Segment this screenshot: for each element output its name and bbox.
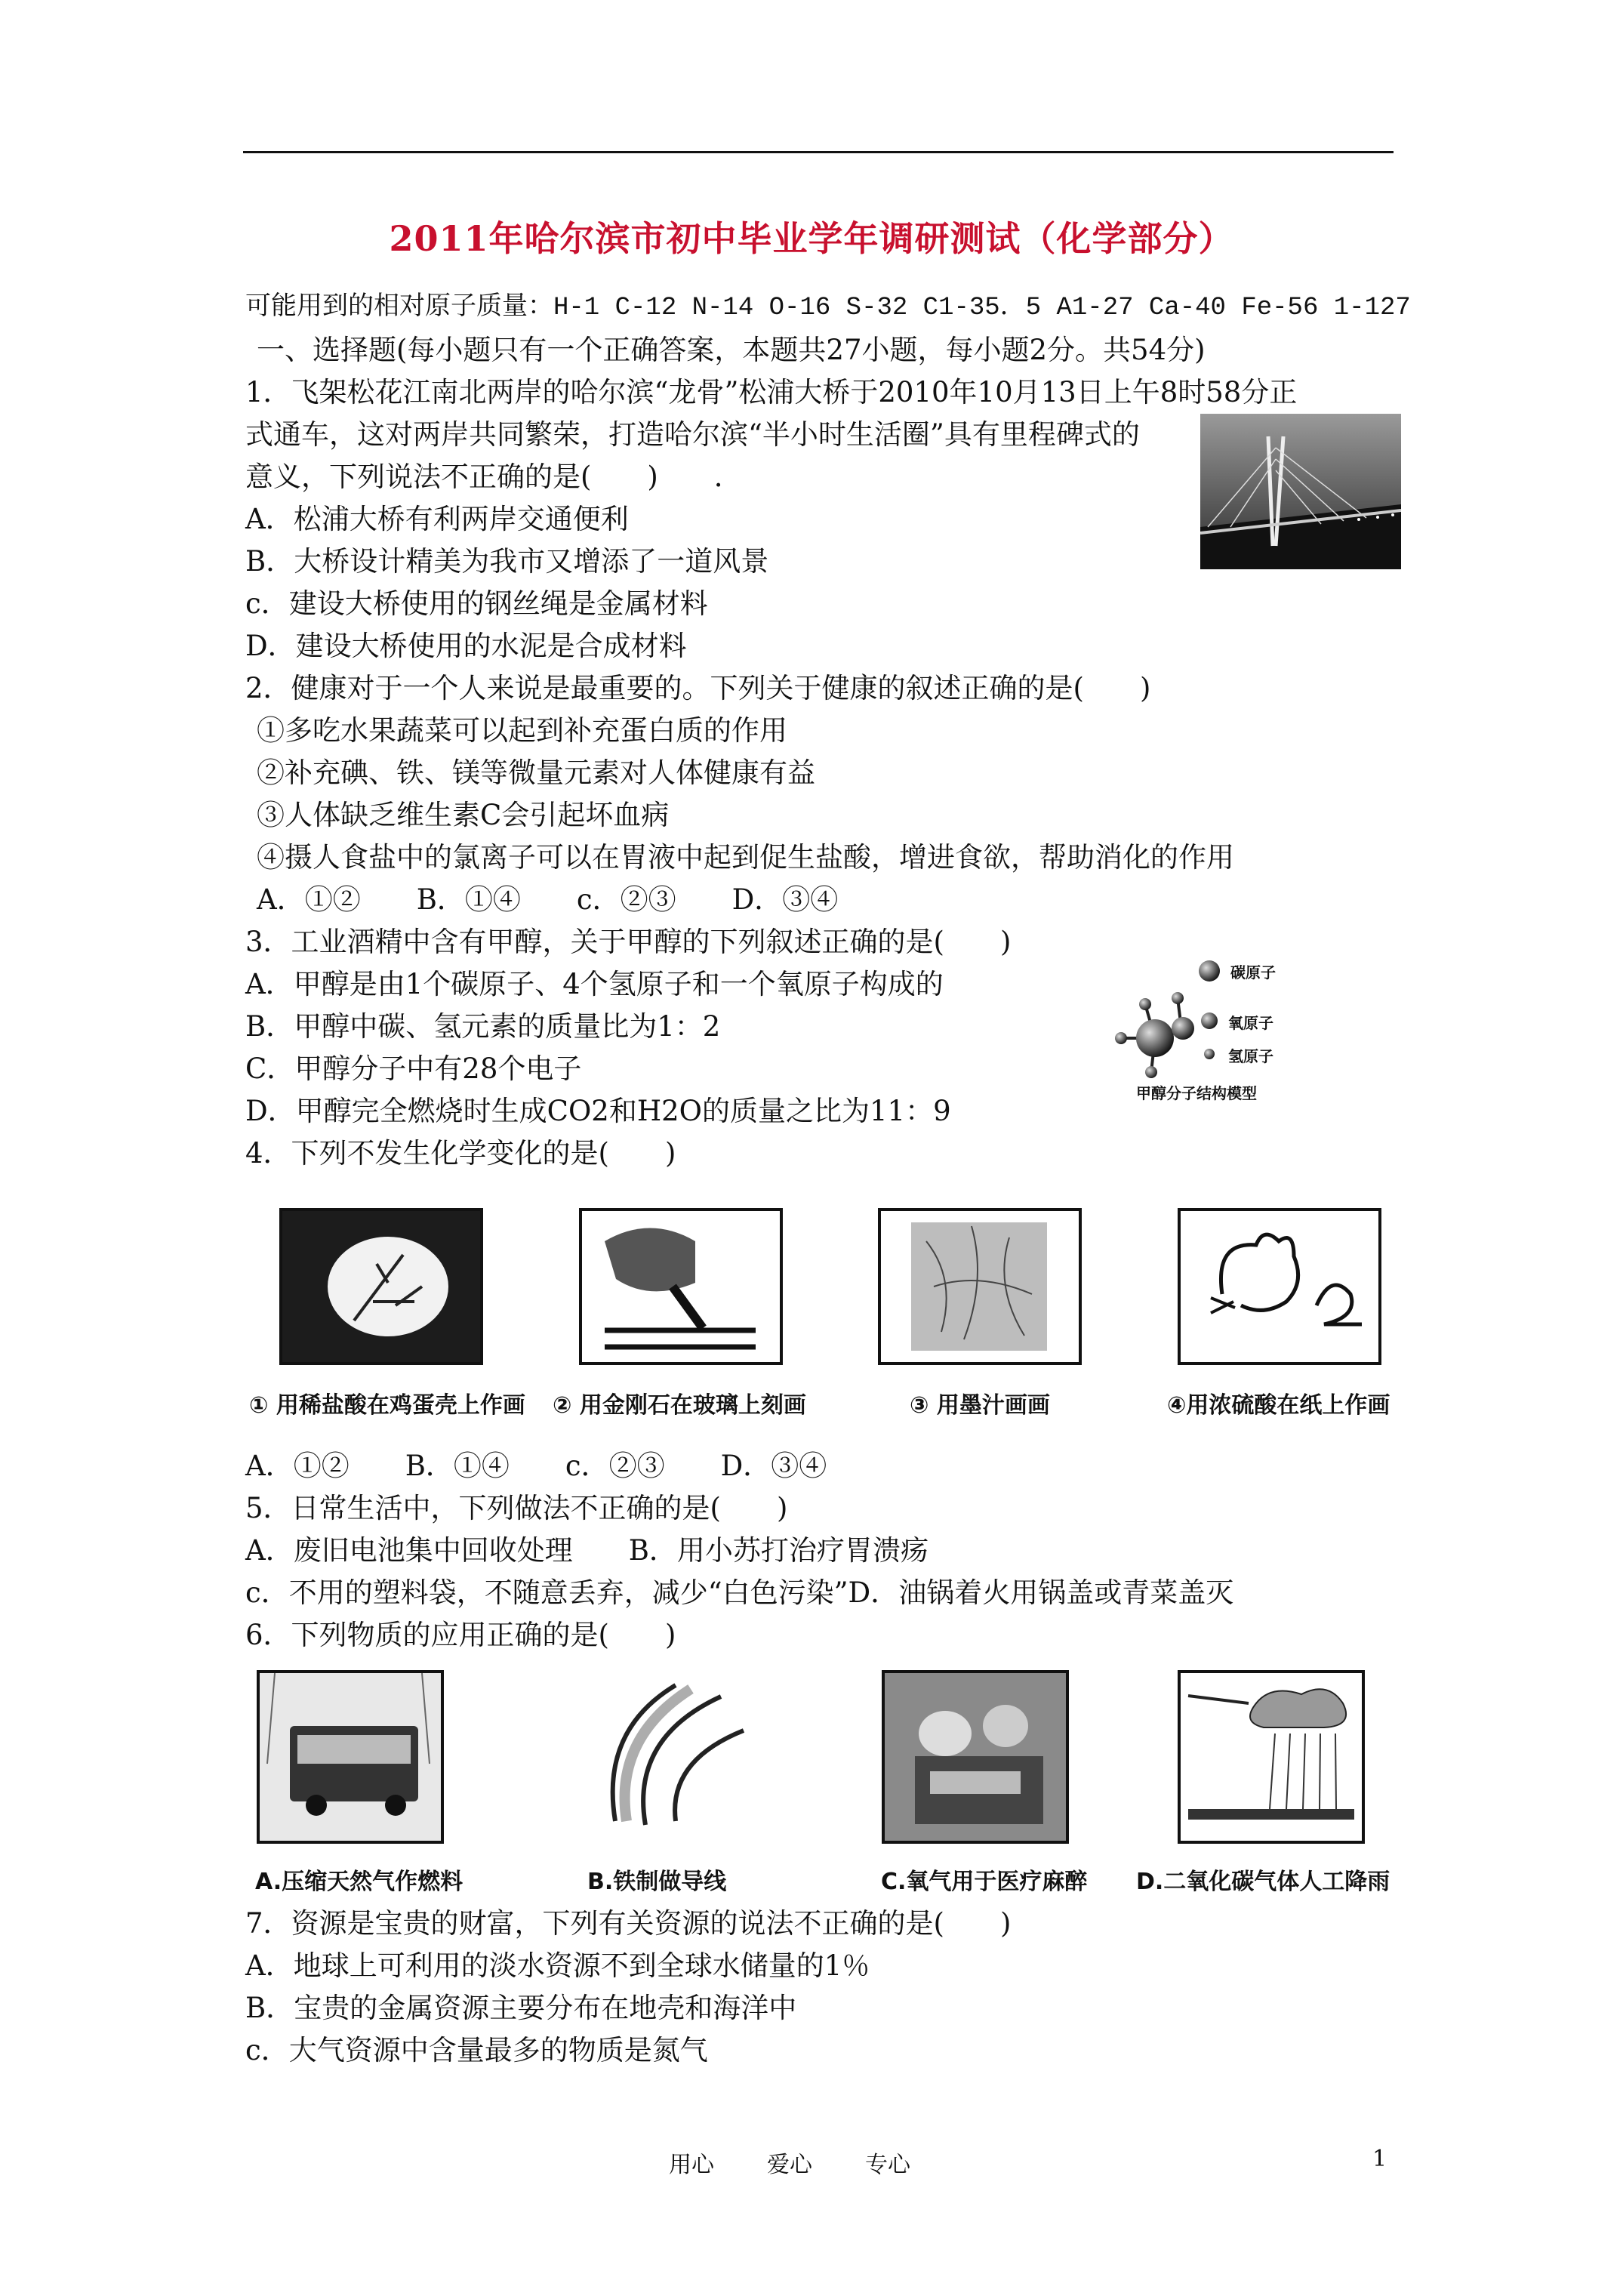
q3-option-a: A．甲醇是由1个碳原子、4个氢原子和一个氧原子构成的 [245,968,944,1000]
model-caption: 甲醇分子结构模型 [1136,1084,1257,1102]
page-number: 1 [1372,2146,1387,2172]
header-rule [243,151,1394,153]
q3-option-d: D．甲醇完全燃烧时生成CO2和H2O的质量之比为11：9 [245,1095,951,1127]
q1-stem-line3: 意义，下列说法不正确的是( ) ． [245,461,742,493]
q6-caption-b: B.铁制做导线 [587,1869,727,1895]
legend-hydrogen: 氢原子 [1228,1047,1273,1065]
footer-text-3: 专心 [865,2152,910,2178]
q1-option-b: B．大桥设计精美为我市又增添了一道风景 [245,545,769,578]
q1-option-c: c．建设大桥使用的钢丝绳是金属材料 [245,587,708,620]
q6-caption-d: D.二氧化碳气体人工降雨 [1136,1869,1390,1895]
q5-line-1: A．废旧电池集中回收处理 B．用小苏打治疗胃溃疡 [245,1534,929,1567]
q2-stem: 2．健康对于一个人来说是最重要的。下列关于健康的叙述正确的是( ) [245,672,1151,704]
atomic-masses: 可能用到的相对原子质量：H-1 C-12 N-14 O-16 S-32 C1-35．5 A1-27 Ca-40 Fe-56 1-127 [245,294,1411,322]
footer-text-1: 用心 [669,2152,714,2178]
q3-stem: 3．工业酒精中含有甲醇，关于甲醇的下列叙述正确的是( ) [245,926,1012,958]
page-title: 2011年哈尔滨市初中毕业学年调研测试（化学部分） [389,218,1234,259]
q2-item-1: ①多吃水果蔬菜可以起到补充蛋白质的作用 [257,714,787,747]
q4-caption-1: ① 用稀盐酸在鸡蛋壳上作画 [249,1392,525,1419]
q4-figure-3 [878,1208,1082,1365]
q6-figure-medical [882,1670,1069,1844]
q4-figure-2 [579,1208,783,1365]
q2-item-3: ③人体缺乏维生素C会引起坏血病 [257,799,670,831]
q1-option-d: D．建设大桥使用的水泥是合成材料 [245,630,687,662]
q6-stem: 6．下列物质的应用正确的是( ) [245,1619,676,1651]
q4-stem: 4．下列不发生化学变化的是( ) [245,1137,676,1170]
q2-item-2: ②补充碘、铁、镁等微量元素对人体健康有益 [257,757,815,789]
legend-carbon: 碳原子 [1230,963,1276,982]
q5-stem: 5．日常生活中，下列做法不正确的是( ) [245,1492,788,1524]
q1-option-a: A．松浦大桥有利两岸交通便利 [245,503,629,535]
q1-stem-line1: 1．飞架松花江南北两岸的哈尔滨“龙骨”松浦大桥于2010年10月13日上午8时58分正 [245,376,1298,408]
footer-text-2: 爱心 [767,2152,812,2178]
q6-figure-rain [1178,1670,1365,1844]
q4-answers: A．①② B．①④ c．②③ D．③④ [245,1450,827,1482]
methanol-molecule-model [1098,959,1325,1087]
q7-option-b: B．宝贵的金属资源主要分布在地壳和海洋中 [245,1992,797,2024]
q7-stem: 7．资源是宝贵的财富，下列有关资源的说法不正确的是( ) [245,1907,1012,1940]
legend-oxygen: 氧原子 [1228,1014,1273,1032]
q4-caption-3: ③ 用墨汁画画 [910,1392,1050,1419]
q4-caption-2: ② 用金刚石在玻璃上刻画 [553,1392,806,1419]
q4-figure-1 [279,1208,483,1365]
q7-option-c: c．大气资源中含量最多的物质是氮气 [245,2034,708,2066]
q6-caption-c: C.氧气用于医疗麻醉 [881,1869,1088,1895]
q1-stem-line2: 式通车，这对两岸共同繁荣，打造哈尔滨“半小时生活圈”具有里程碑式的 [245,418,1140,451]
section-heading: 一、选择题(每小题只有一个正确答案，本题共27小题，每小题2分。共54分) [257,334,1206,366]
q4-figure-4 [1178,1208,1381,1365]
q7-option-a: A．地球上可利用的淡水资源不到全球水储量的1％ [245,1949,870,1982]
q2-item-4: ④摄人食盐中的氯离子可以在胃液中起到促生盐酸，增进食欲，帮助消化的作用 [257,841,1234,874]
q4-caption-4: ④用浓硫酸在纸上作画 [1167,1392,1390,1419]
q3-option-b: B．甲醇中碳、氢元素的质量比为1：2 [245,1010,721,1043]
q6-caption-a: A.压缩天然气作燃料 [255,1869,463,1895]
q6-figure-wires [570,1670,751,1838]
q5-line-2: c．不用的塑料袋，不随意丢弃，减少“白色污染”D．油锅着火用锅盖或青菜盖灭 [245,1576,1234,1609]
q2-answers: A．①② B．①④ c．②③ D．③④ [257,883,839,916]
q6-figure-bus [257,1670,444,1844]
bridge-photo [1200,414,1401,569]
q3-option-c: C．甲醇分子中有28个电子 [245,1052,582,1085]
